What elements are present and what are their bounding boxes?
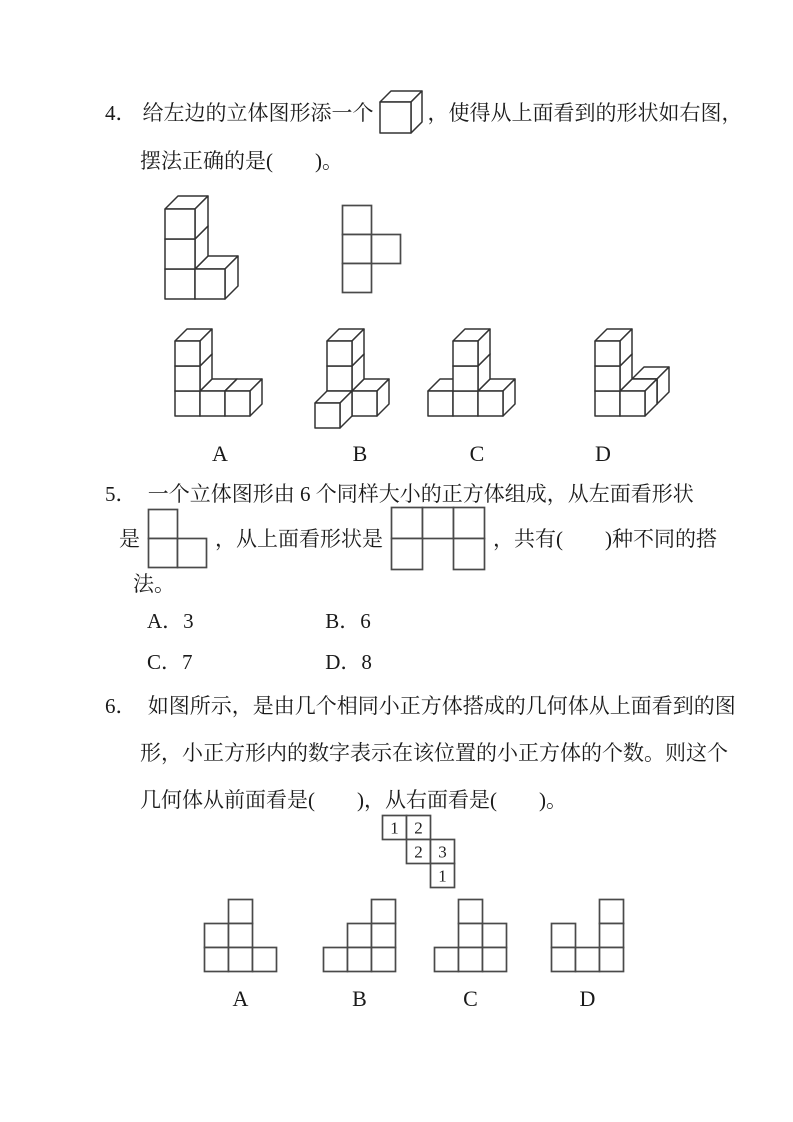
question-6-line-2: 形，小正方形内的数字表示在该位置的小正方体的个数。则这个 [140, 741, 728, 765]
question-6-line-3: 几何体从前面看是( )，从右面看是( )。 [140, 788, 567, 812]
question-4-option-b-label: B [352, 441, 368, 466]
question-6-text-line-1: 如图所示，是由几个相同小正方体搭成的几何体从上面看到的图 [147, 694, 736, 718]
question-5-left-view-figure [147, 508, 208, 569]
svg-text:1: 1 [438, 866, 447, 886]
question-4-option-a-figure [173, 327, 264, 418]
question-5-text-after-top-view: ，共有( )种不同的搭 [493, 527, 717, 551]
question-5-option-c: C．7 [147, 650, 193, 674]
question-4-option-d-figure [593, 327, 671, 418]
question-4-figures [163, 194, 793, 301]
question-5-text-between-figures: ，从上面看形状是 [215, 527, 383, 551]
question-4-option-d-label: D [595, 441, 611, 466]
question-6-option-a-label: A [232, 986, 249, 1011]
question-4-text-before-cube: 给左边的立体图形添一个 [142, 101, 374, 125]
question-5-option-b: B．6 [325, 609, 371, 633]
question-5-line-1 [105, 482, 793, 506]
svg-text:3: 3 [438, 842, 447, 862]
question-6-option-b-figure [322, 898, 397, 973]
question-4-option-c-figure [426, 327, 517, 418]
question-6-number-grid-figure [381, 814, 456, 889]
question-5-option-a: A．3 [147, 609, 194, 633]
question-6-option-c-label: C [463, 986, 478, 1011]
question-5-text-before-left-view: 是 [119, 527, 140, 551]
question-5-options-row-1 [147, 608, 793, 634]
question-4-option-a-label: A [212, 441, 228, 466]
question-5-option-d: D．8 [325, 650, 372, 674]
question-6-option-d-label: D [579, 986, 596, 1011]
question-6-option-c-figure [433, 898, 508, 973]
single-cube-icon [378, 89, 424, 135]
question-6 [0, 693, 793, 1013]
svg-text:2: 2 [414, 842, 423, 862]
question-6-option-b-label: B [352, 986, 367, 1011]
svg-text:1: 1 [390, 818, 399, 838]
svg-text:2: 2 [414, 818, 423, 838]
question-6-option-a [203, 898, 278, 1013]
question-5-text-line-1: 一个立体图形由 6 个同样大小的正方体组成，从左面看形状 [147, 482, 694, 506]
question-4-line-1 [105, 84, 793, 140]
question-6-option-d [550, 898, 625, 1013]
question-4-option-c-label: C [469, 441, 485, 466]
question-5-number: 5． [105, 482, 137, 506]
question-6-option-d-figure [550, 898, 625, 973]
question-6-option-b [322, 898, 397, 1013]
question-4-option-figures [173, 327, 793, 430]
question-6-option-c [433, 898, 508, 1013]
question-6-options [203, 898, 793, 1013]
question-4-line-2: 摆法正确的是( )。 [140, 149, 343, 173]
question-6-option-a-figure [203, 898, 278, 973]
question-4-number: 4． [105, 101, 137, 125]
question-4-text-after-cube: ，使得从上面看到的形状如右图， [427, 101, 743, 125]
question-4-top-view-figure [341, 204, 402, 294]
question-4 [0, 84, 793, 468]
question-4-base-solid-figure [163, 194, 240, 301]
question-6-line-1 [105, 693, 793, 719]
question-5-top-view-figure [390, 506, 486, 571]
question-5-line-3: 法。 [133, 572, 175, 596]
question-4-option-b-figure [313, 327, 391, 430]
question-4-option-labels [0, 440, 793, 468]
question-6-number: 6． [105, 694, 137, 718]
question-5-line-2 [119, 506, 793, 570]
question-5-options-row-2 [147, 649, 793, 675]
question-5 [0, 482, 793, 675]
question-6-number-grid [381, 814, 793, 889]
